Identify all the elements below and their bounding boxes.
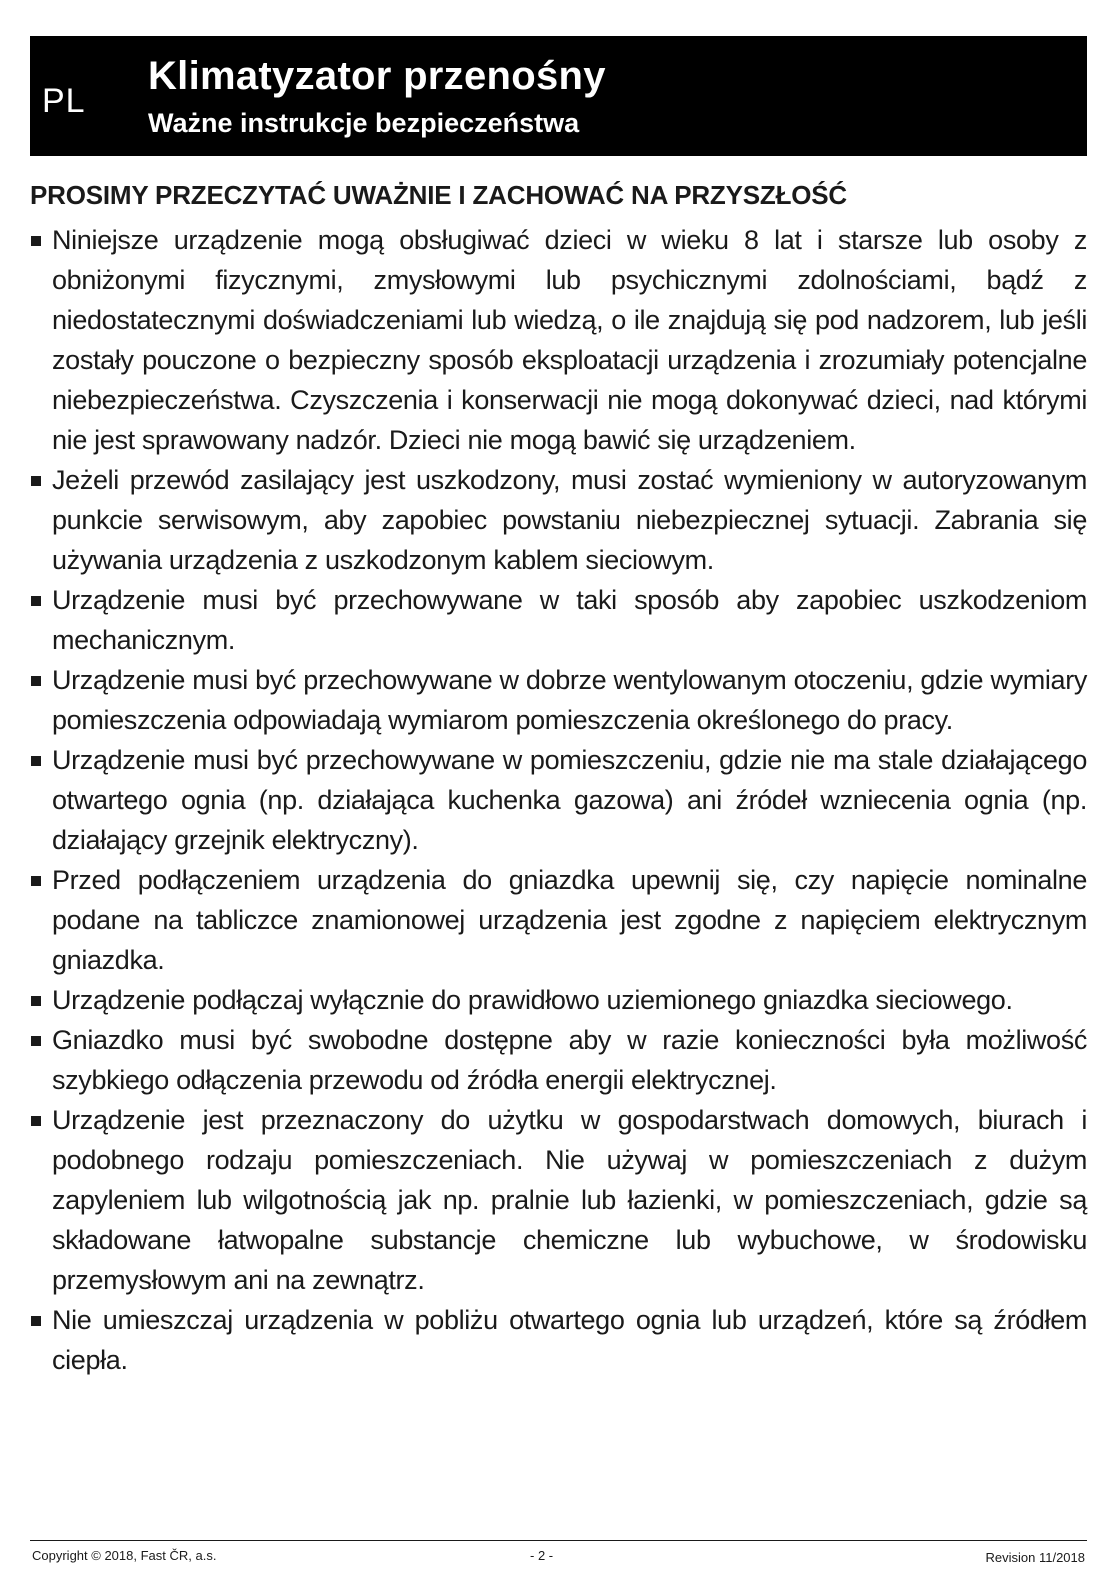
footer-divider	[30, 1540, 1087, 1541]
list-item	[30, 460, 1087, 580]
page-subtitle: Ważne instrukcje bezpieczeństwa	[148, 108, 580, 138]
list-item	[30, 1300, 1087, 1380]
bullet-square-icon	[31, 876, 41, 886]
list-item-text: Urządzenie musi być przechowywane w taki sposób aby zapobiec uszkodzeniom mechanicznym.	[52, 585, 1087, 655]
list-item-text: Nie umieszczaj urządzenia w pobliżu otwartego ognia lub urządzeń, które są źródłem ciepła.	[52, 1305, 1087, 1375]
list-item-text: Urządzenie jest przeznaczony do użytku w gospodarstwach domowych, biurach i podobnego rodzaju pomieszczeniach. Nie używaj w pomieszczeniach z dużym zapyleniem lub wilgotnością jak np. pralnie lub łazienki, w pomieszczeniach, gdzie są składowane łatwopalne substancje chemiczne lub wybuchowe, w środowisku przemysłowym ani na zewnątrz.	[52, 1105, 1087, 1295]
bullet-square-icon	[31, 236, 41, 246]
bullet-square-icon	[31, 996, 41, 1006]
list-item	[30, 1020, 1087, 1100]
list-item-text: Niniejsze urządzenie mogą obsługiwać dzieci w wieku 8 lat i starsze lub osoby z obniżonymi fizycznymi, zmysłowymi lub psychicznymi zdolnościami, bądź z niedostatecznymi doświadczeniami lub wiedzą, o ile znajdują się pod nadzorem, lub jeśli zostały pouczone o bezpieczny sposób eksploatacji urządzenia i zrozumiały potencjalne niebezpieczeństwa. Czyszczenia i konserwacji nie mogą dokonywać dzieci, nad którymi nie jest sprawowany nadzór. Dzieci nie mogą bawić się urządzeniem.	[52, 225, 1087, 455]
list-item	[30, 980, 1087, 1020]
bullet-square-icon	[31, 676, 41, 686]
section-heading: PROSIMY PRZECZYTAĆ UWAŻNIE I ZACHOWAĆ NA PRZYSZŁOŚĆ	[30, 180, 848, 210]
list-item-text: Jeżeli przewód zasilający jest uszkodzony, musi zostać wymieniony w autoryzowanym punkcie serwisowym, aby zapobiec powstaniu niebezpiecznej sytuacji. Zabrania się używania urządzenia z uszkodzonym kablem sieciowym.	[52, 465, 1087, 575]
list-item	[30, 740, 1087, 860]
bullet-square-icon	[31, 1316, 41, 1326]
list-item	[30, 860, 1087, 980]
header-band	[30, 36, 1087, 156]
bullet-square-icon	[31, 596, 41, 606]
list-item-text: Urządzenie podłączaj wyłącznie do prawidłowo uziemionego gniazdka sieciowego.	[52, 985, 1013, 1015]
list-item	[30, 1100, 1087, 1300]
list-item-text: Urządzenie musi być przechowywane w pomieszczeniu, gdzie nie ma stale działającego otwartego ognia (np. działająca kuchenka gazowa) ani źródeł wzniecenia ognia (np. działający grzejnik elektryczny).	[52, 745, 1087, 855]
page-title: Klimatyzator przenośny	[148, 54, 606, 98]
bullet-square-icon	[31, 1036, 41, 1046]
list-item	[30, 660, 1087, 740]
list-item	[30, 220, 1087, 460]
footer-copyright: Copyright © 2018, Fast ČR, a.s.	[32, 1548, 217, 1563]
bullet-square-icon	[31, 1116, 41, 1126]
bullet-square-icon	[31, 476, 41, 486]
footer-page-number: - 2 -	[530, 1548, 554, 1563]
language-code: PL	[42, 82, 86, 120]
list-item-text: Urządzenie musi być przechowywane w dobrze wentylowanym otoczeniu, gdzie wymiary pomieszczenia odpowiadają wymiarom pomieszczenia określonego do pracy.	[52, 665, 1087, 735]
list-item	[30, 580, 1087, 660]
list-item-text: Gniazdko musi być swobodne dostępne aby w razie konieczności była możliwość szybkiego odłączenia przewodu od źródła energii elektrycznej.	[52, 1025, 1087, 1095]
bullet-square-icon	[31, 756, 41, 766]
footer-revision: Revision 11/2018	[985, 1550, 1085, 1565]
list-item-text: Przed podłączeniem urządzenia do gniazdka upewnij się, czy napięcie nominalne podane na tabliczce znamionowej urządzenia jest zgodne z napięciem elektrycznym gniazdka.	[52, 865, 1087, 975]
safety-instructions-list	[30, 220, 1087, 1380]
